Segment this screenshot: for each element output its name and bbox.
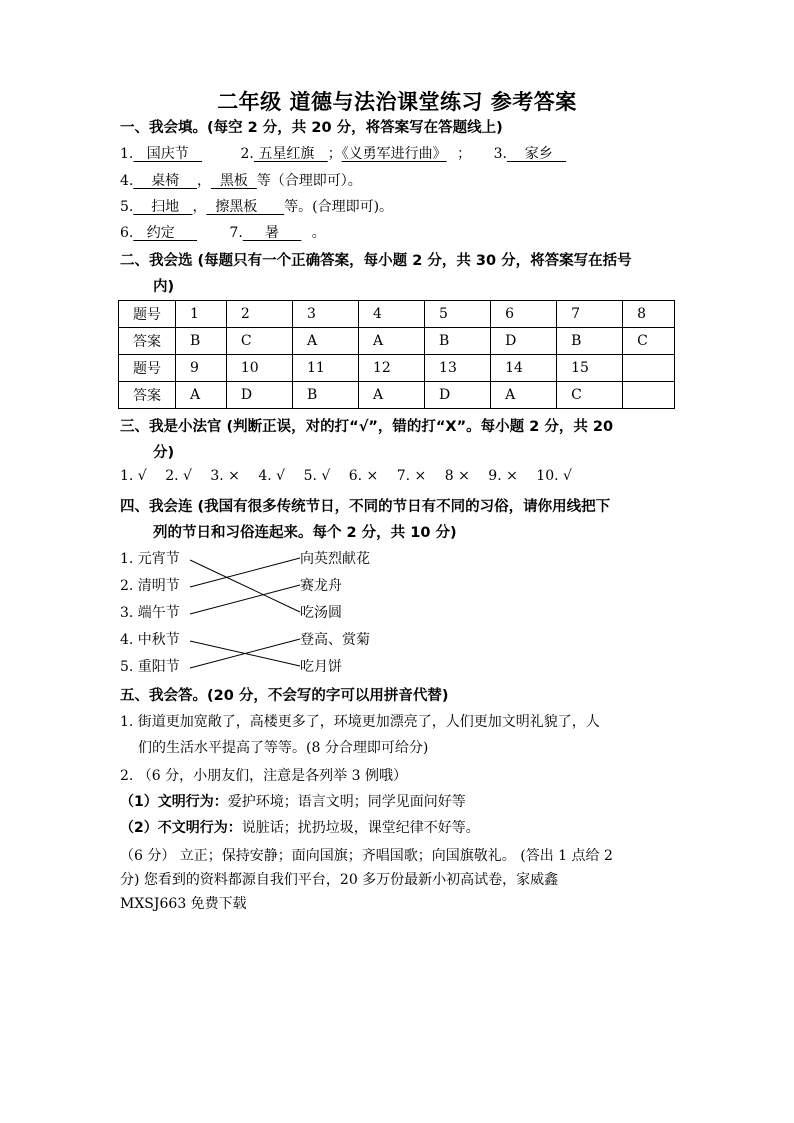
table-cell: A — [358, 382, 424, 409]
q-number: 4. — [120, 173, 134, 189]
festival-label: 4. 中秋节 — [120, 632, 180, 648]
table-cell: A — [292, 328, 358, 355]
table-row — [119, 382, 675, 409]
festival-label: 5. 重阳节 — [120, 659, 180, 675]
q-number: 5. — [120, 199, 134, 215]
section-4-heading: 四、我会连 (我国有很多传统节日，不同的节日有不同的习俗，请你用线把下 — [120, 499, 611, 515]
line-text: 等（合理即可）。 — [256, 173, 362, 189]
custom-label: 赛龙舟 — [300, 578, 342, 594]
q-number: 7. — [229, 225, 243, 241]
table-cell: C — [226, 328, 292, 355]
page-title: 二年级 道德与法治课堂练习 参考答案 — [217, 90, 577, 114]
civil-behavior-label: （1）文明行为： — [120, 794, 228, 810]
table-row — [119, 355, 675, 382]
section-3-heading-cont: 分) — [153, 445, 175, 461]
table-cell: B — [292, 382, 358, 409]
answer-paragraph-5: （6 分） 立正；保持安静；面向国旗；齐唱国歌；向国旗敬礼。 (答出 1 点给 2 — [120, 848, 613, 864]
answer-blank: 家乡 — [506, 146, 567, 162]
fill-line-4 — [120, 222, 326, 242]
q-number: 6. — [120, 225, 134, 241]
q-number: 3. — [493, 146, 507, 162]
separator: ； — [327, 146, 342, 162]
table-cell — [623, 382, 675, 409]
table-row — [119, 328, 675, 355]
separator: ； — [457, 146, 472, 162]
fill-line-3 — [120, 196, 393, 216]
civil-behavior-text: 爱护环境；语言文明；同学见面问好等 — [227, 794, 466, 810]
match-line — [190, 639, 300, 668]
table-cell: 13 — [425, 355, 491, 382]
table-cell: D — [226, 382, 292, 409]
table-cell: 3 — [292, 301, 358, 328]
table-cell: 6 — [491, 301, 557, 328]
judgement-answer: 10. √ — [536, 468, 572, 484]
table-cell: 12 — [358, 355, 424, 382]
table-row — [119, 301, 675, 328]
answer-blank: 《义勇军进行曲》 — [341, 146, 447, 162]
judgement-answer: 9. × — [488, 468, 518, 484]
match-line — [190, 585, 300, 614]
row-header: 答案 — [119, 328, 176, 355]
matching-area — [120, 545, 420, 680]
answer-paragraph-1-cont: 们的生活水平提高了等等。(8 分合理即可给分) — [138, 740, 429, 756]
answer-blank: 约定 — [133, 225, 197, 241]
custom-label: 登高、赏菊 — [300, 632, 370, 648]
table-cell: A — [176, 382, 227, 409]
judgement-answer: 1. √ — [120, 468, 147, 484]
table-cell: 7 — [557, 301, 623, 328]
judgement-answer: 2. √ — [165, 468, 192, 484]
festival-label: 1. 元宵节 — [120, 551, 180, 567]
judgement-answer: 4. √ — [258, 468, 286, 484]
answer-paragraph-2: 2. （6 分，小朋友们，注意是各列举 3 例哦） — [120, 768, 407, 784]
table-cell: 4 — [358, 301, 424, 328]
table-cell — [623, 355, 675, 382]
festival-label: 3. 端午节 — [120, 605, 180, 621]
judgement-answer: 8 × — [444, 468, 470, 484]
uncivil-behavior-text: 说脏话；扰扔垃圾，课堂纪律不好等。 — [241, 820, 480, 836]
separator: ， — [196, 173, 211, 189]
row-header: 题号 — [119, 355, 176, 382]
table-cell: B — [176, 328, 227, 355]
table-cell: 14 — [491, 355, 557, 382]
q-number: 2. — [240, 146, 254, 162]
table-cell: C — [623, 328, 675, 355]
fill-line-2 — [120, 170, 362, 190]
answer-paragraph-5-end: MXSJ663 免费下载 — [120, 896, 247, 912]
match-line — [190, 560, 300, 612]
table-cell: 1 — [176, 301, 227, 328]
table-cell: D — [491, 328, 557, 355]
table-cell: A — [491, 382, 557, 409]
section-4-heading-cont: 列的节日和习俗连起来。每个 2 分，共 10 分) — [153, 525, 457, 541]
table-cell: C — [557, 382, 623, 409]
answer-paragraph-4 — [120, 817, 480, 837]
uncivil-behavior-label: （2）不文明行为： — [120, 820, 242, 836]
table-cell: 15 — [557, 355, 623, 382]
section-1-heading: 一、我会填。(每空 2 分，共 20 分，将答案写在答题线上) — [120, 120, 503, 136]
table-cell: 2 — [226, 301, 292, 328]
table-cell: 10 — [226, 355, 292, 382]
separator: 。 — [311, 225, 326, 241]
table-cell: 8 — [623, 301, 675, 328]
answer-blank: 擦黑板 — [206, 199, 285, 215]
custom-label: 吃月饼 — [300, 659, 342, 675]
festival-label: 2. 清明节 — [120, 578, 180, 594]
custom-label: 吃汤圆 — [300, 605, 342, 621]
judgement-answer: 3. × — [210, 468, 240, 484]
row-header: 答案 — [119, 382, 176, 409]
answer-paragraph-5-cont: 分) 您看到的资料都源自我们平台，20 多万份最新小初高试卷，家威鑫 — [120, 872, 559, 888]
section-5-heading: 五、我会答。(20 分，不会写的字可以用拼音代替) — [120, 688, 449, 704]
fill-line-1 — [120, 143, 566, 163]
line-text: 等。(合理即可)。 — [284, 199, 394, 215]
table-cell: 11 — [292, 355, 358, 382]
answer-paragraph-1: 1. 街道更加宽敞了，高楼更多了，环境更加漂亮了，人们更加文明礼貌了，人 — [120, 714, 600, 730]
answer-blank: 五星红旗 — [253, 146, 328, 162]
judgement-answers — [120, 468, 586, 484]
row-header: 题号 — [119, 301, 176, 328]
match-line — [190, 558, 300, 587]
table-cell: B — [425, 328, 491, 355]
answer-table — [118, 300, 675, 409]
answer-blank: 暑 — [242, 225, 302, 241]
answer-blank: 国庆节 — [133, 146, 203, 162]
judgement-answer: 7. × — [396, 468, 427, 484]
table-cell: 9 — [176, 355, 227, 382]
table-cell: B — [557, 328, 623, 355]
section-2-heading-cont: 内) — [153, 279, 175, 295]
table-cell: A — [358, 328, 424, 355]
section-2-heading: 二、我会选 (每题只有一个正确答案，每小题 2 分，共 30 分，将答案写在括号 — [120, 253, 632, 269]
answer-paragraph-3 — [120, 791, 466, 811]
separator: ， — [192, 199, 207, 215]
table-cell: 5 — [425, 301, 491, 328]
section-3-heading: 三、我是小法官 (判断正误，对的打“√”，错的打“X”。每小题 2 分，共 20 — [120, 419, 614, 435]
table-cell: D — [425, 382, 491, 409]
q-number: 1. — [120, 146, 134, 162]
answer-blank: 扫地 — [133, 199, 193, 215]
answer-blank: 黑板 — [210, 173, 257, 189]
judgement-answer: 6. × — [348, 468, 379, 484]
custom-label: 向英烈献花 — [300, 551, 370, 567]
judgement-answer: 5. √ — [303, 468, 331, 484]
answer-blank: 桌椅 — [133, 173, 197, 189]
